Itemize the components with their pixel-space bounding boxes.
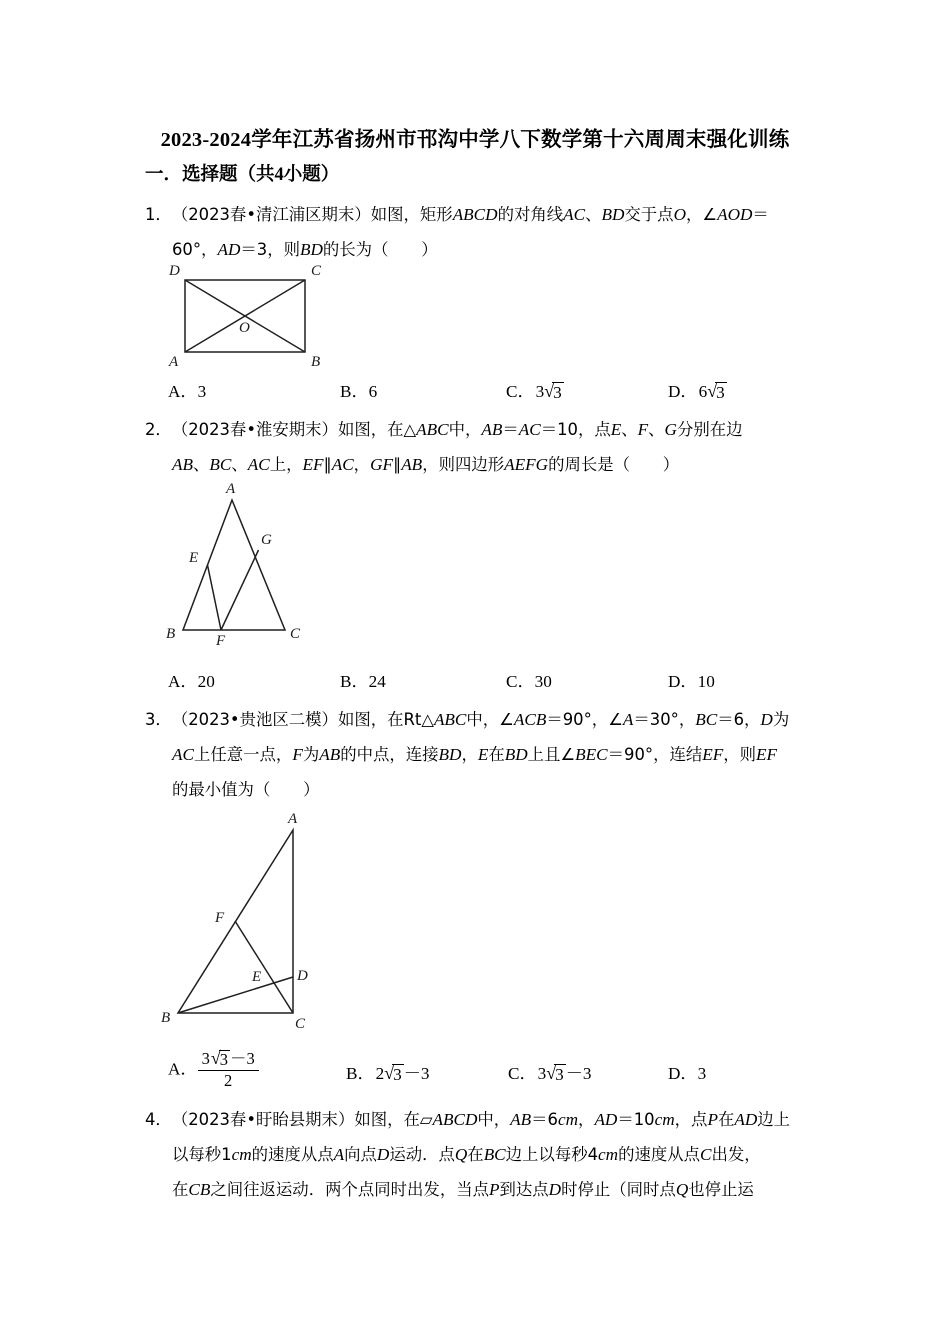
segment-gf bbox=[221, 550, 259, 630]
q2-option-a-value: 20 bbox=[197, 672, 215, 691]
q3-option-d-value: 3 bbox=[697, 1064, 707, 1083]
q3-var-e: E bbox=[477, 745, 489, 764]
q2-var-ac3: AC bbox=[331, 455, 354, 474]
question-2-number: 2． bbox=[145, 420, 172, 439]
question-4 bbox=[145, 1102, 835, 1207]
question-3-line-3 bbox=[145, 772, 835, 807]
q3-frac-tail: －3 bbox=[230, 1049, 255, 1068]
q1-option-b[interactable] bbox=[340, 377, 377, 402]
q2-text-a: （2023春•淮安期末）如图，在△ bbox=[171, 420, 417, 439]
q1-option-b-value: 6 bbox=[368, 382, 378, 401]
q4-text-m: 在 bbox=[467, 1145, 484, 1164]
q3-var-ef2: EF bbox=[756, 745, 778, 764]
q3-option-c[interactable] bbox=[508, 1059, 592, 1084]
q4-var-p2: P bbox=[489, 1180, 500, 1199]
q3-option-c-radical bbox=[537, 1063, 566, 1084]
q3-var-ac: AC bbox=[172, 745, 194, 764]
q2-var-ab3: AB bbox=[401, 455, 423, 474]
q2-text-h: 、 bbox=[193, 455, 210, 474]
q4-var-d: D bbox=[376, 1145, 390, 1164]
radical-sign-icon: √ bbox=[546, 1063, 557, 1083]
q2-option-d[interactable] bbox=[668, 667, 715, 692]
q3-var-bc: BC bbox=[695, 710, 718, 729]
radical-sign-icon: √ bbox=[384, 1063, 395, 1083]
q4-var-c: C bbox=[700, 1145, 712, 1164]
question-3-number: 3． bbox=[145, 710, 172, 729]
radical-sign-icon: √ bbox=[544, 381, 555, 401]
q4-var-ab: AB bbox=[510, 1110, 532, 1129]
q1-var-aod: AOD bbox=[717, 205, 753, 224]
figure-question-2 bbox=[160, 478, 340, 653]
question-2-line-1 bbox=[145, 412, 835, 447]
q2-option-b[interactable] bbox=[340, 667, 386, 692]
question-3-options bbox=[168, 1045, 848, 1093]
q1-option-d-radicand: 3 bbox=[716, 382, 725, 402]
q1-var-abcd: ABCD bbox=[452, 205, 498, 224]
q2-option-b-value: 24 bbox=[368, 672, 386, 691]
q1-option-c-label: C． bbox=[506, 382, 535, 401]
q4-text-a: （2023春•盱眙县期末）如图，在▱ bbox=[171, 1110, 433, 1129]
label-d: D bbox=[297, 968, 308, 984]
q4-text-r: 之间往返运动．两个点同时出发，当点 bbox=[210, 1180, 489, 1199]
figure-question-3 bbox=[160, 805, 360, 1042]
q4-var-abcd: ABCD bbox=[432, 1110, 478, 1129]
q2-text-f: 、 bbox=[648, 420, 665, 439]
q4-text-q: 在 bbox=[172, 1180, 189, 1199]
q4-text-d: ， bbox=[578, 1110, 595, 1129]
q2-var-ab: AB bbox=[481, 420, 503, 439]
q2-text-m: ∥ bbox=[392, 455, 402, 474]
question-2-line-2 bbox=[145, 447, 835, 482]
q2-text-i: 、 bbox=[231, 455, 248, 474]
q3-text-c: ＝90°，∠ bbox=[546, 710, 623, 729]
q2-option-d-value: 10 bbox=[697, 672, 715, 691]
q3-text-b: 中，∠ bbox=[466, 710, 514, 729]
q3-var-abc: ABC bbox=[433, 710, 467, 729]
question-4-line-2 bbox=[145, 1137, 835, 1172]
q2-text-b: 中， bbox=[448, 420, 482, 439]
triangle-abc-outline bbox=[183, 500, 285, 630]
q2-text-n: ，则四边形 bbox=[422, 455, 505, 474]
q3-var-ef: EF bbox=[702, 745, 724, 764]
segment-ef bbox=[208, 565, 222, 630]
label-b: B bbox=[311, 354, 321, 370]
q4-text-k: 向点 bbox=[344, 1145, 377, 1164]
q2-var-f: F bbox=[637, 420, 649, 439]
q2-option-c-label: C． bbox=[506, 672, 535, 691]
q3-option-d[interactable] bbox=[668, 1059, 706, 1084]
q3-frac-radicand: 3 bbox=[219, 1049, 228, 1069]
q1-text-g: 60°， bbox=[172, 240, 218, 259]
radical-sign-icon: √ bbox=[210, 1048, 221, 1068]
q3-var-ab: AB bbox=[319, 745, 341, 764]
q2-text-c: ＝ bbox=[502, 420, 519, 439]
label-c: C bbox=[311, 263, 322, 279]
q3-var-bd2: BD bbox=[504, 745, 528, 764]
q2-text-d: ＝10，点 bbox=[540, 420, 611, 439]
segment-fc bbox=[235, 921, 293, 1013]
q1-var-o: O bbox=[673, 205, 686, 224]
q3-option-b-coef: 2 bbox=[375, 1064, 385, 1083]
question-4-line-3 bbox=[145, 1172, 835, 1207]
q4-text-o: 的速度从点 bbox=[618, 1145, 701, 1164]
q4-text-g: 在 bbox=[717, 1110, 735, 1129]
q2-var-e: E bbox=[610, 420, 622, 439]
q4-text-h: 边上 bbox=[757, 1110, 791, 1129]
q4-text-i: 以每秒1 bbox=[172, 1145, 232, 1164]
q1-text-f: ＝ bbox=[752, 205, 769, 224]
q2-var-ac: AC bbox=[518, 420, 541, 439]
q1-option-d-label: D． bbox=[668, 382, 698, 401]
q3-text-j: ， bbox=[461, 745, 478, 764]
q2-option-a[interactable] bbox=[168, 667, 215, 692]
q4-text-f: ，点 bbox=[674, 1110, 708, 1129]
question-1-number: 1． bbox=[145, 205, 172, 224]
q3-text-i: 的中点，连接 bbox=[340, 745, 439, 764]
q1-option-c-coef: 3 bbox=[535, 382, 545, 401]
q2-var-aefg: AEFG bbox=[504, 455, 549, 474]
q3-text-e: ＝6， bbox=[717, 710, 761, 729]
q1-option-a-value: 3 bbox=[197, 382, 207, 401]
q2-var-abc: ABC bbox=[416, 420, 449, 439]
q2-var-ab2: AB bbox=[172, 455, 193, 474]
q3-frac-radical bbox=[210, 1048, 230, 1069]
question-1-options bbox=[168, 377, 848, 407]
q3-option-b-label: B． bbox=[346, 1064, 375, 1083]
q3-var-bec: BEC bbox=[575, 745, 608, 764]
label-e: E bbox=[252, 969, 262, 985]
segment-bd bbox=[178, 977, 293, 1013]
label-f: F bbox=[215, 910, 225, 926]
q3-var-d: D bbox=[760, 710, 773, 729]
q1-var-bd2: BD bbox=[299, 240, 323, 259]
q1-option-d-coef: 6 bbox=[698, 382, 708, 401]
question-4-number: 4． bbox=[145, 1110, 172, 1129]
q3-option-d-label: D． bbox=[668, 1064, 698, 1083]
q4-var-q: Q bbox=[454, 1145, 468, 1164]
q1-var-ac: AC bbox=[563, 205, 586, 224]
q2-option-a-label: A． bbox=[168, 672, 198, 691]
q4-text-e: ＝10 bbox=[617, 1110, 655, 1129]
q2-text-j: 上， bbox=[269, 455, 303, 474]
q1-option-a[interactable] bbox=[168, 377, 206, 402]
question-4-line-1 bbox=[145, 1102, 835, 1137]
q2-option-c-value: 30 bbox=[534, 672, 552, 691]
q4-unit-cm-4: cm bbox=[598, 1145, 619, 1164]
radical-sign-icon: √ bbox=[707, 381, 718, 401]
label-d: D bbox=[169, 263, 180, 279]
q2-option-c[interactable] bbox=[506, 667, 552, 692]
q4-var-ad2: AD bbox=[734, 1110, 758, 1129]
label-g: G bbox=[261, 532, 272, 548]
q3-text-l: 上且∠ bbox=[527, 745, 576, 764]
q1-option-c-radicand: 3 bbox=[553, 382, 562, 402]
q3-text-d: ＝30°， bbox=[633, 710, 696, 729]
q3-text-k: 在 bbox=[488, 745, 505, 764]
q3-text-o: 的最小值为（ ） bbox=[172, 780, 320, 799]
q4-text-s: 到达点 bbox=[499, 1180, 549, 1199]
q4-var-q2: Q bbox=[675, 1180, 689, 1199]
q3-option-c-coef: 3 bbox=[537, 1064, 547, 1083]
q3-option-c-label: C． bbox=[508, 1064, 537, 1083]
q1-text-e: ，∠ bbox=[686, 205, 718, 224]
q2-var-ef: EF bbox=[302, 455, 324, 474]
q2-text-o: 的周长是（ ） bbox=[548, 455, 680, 474]
q4-var-d2: D bbox=[548, 1180, 562, 1199]
q3-frac-coef: 3 bbox=[201, 1049, 210, 1068]
question-2-options bbox=[168, 667, 848, 695]
q1-option-c[interactable] bbox=[506, 377, 564, 402]
q3-option-c-tail: －3 bbox=[565, 1064, 592, 1083]
q1-text-h: ＝3，则 bbox=[240, 240, 300, 259]
q3-option-b-radicand: 3 bbox=[393, 1064, 402, 1084]
q4-text-c: ＝6 bbox=[531, 1110, 558, 1129]
label-e: E bbox=[189, 550, 199, 566]
label-a: A bbox=[169, 354, 179, 370]
q4-text-n: 边上以每秒4 bbox=[505, 1145, 599, 1164]
q2-text-l: ， bbox=[353, 455, 371, 474]
q2-var-ac2: AC bbox=[247, 455, 270, 474]
figure-question-1 bbox=[155, 258, 345, 375]
label-o: O bbox=[239, 320, 250, 336]
question-1 bbox=[145, 197, 835, 267]
label-c: C bbox=[295, 1016, 306, 1032]
q2-option-b-label: B． bbox=[340, 672, 369, 691]
q4-unit-cm-2: cm bbox=[654, 1110, 675, 1129]
question-2 bbox=[145, 412, 835, 482]
q1-text-d: 交于点 bbox=[624, 205, 674, 224]
page-title: 2023-2024学年江苏省扬州市邗沟中学八下数学第十六周周末强化训练 bbox=[160, 129, 790, 151]
q2-text-e: 、 bbox=[621, 420, 638, 439]
q1-option-a-label: A． bbox=[168, 382, 198, 401]
q2-var-gf: GF bbox=[370, 455, 393, 474]
question-1-line-1 bbox=[145, 197, 835, 232]
q1-var-ad: AD bbox=[217, 240, 241, 259]
label-b: B bbox=[161, 1010, 171, 1026]
q3-option-b[interactable] bbox=[346, 1059, 430, 1084]
q3-option-a-denominator: 2 bbox=[224, 1070, 233, 1090]
q1-option-d[interactable] bbox=[668, 377, 727, 402]
q3-text-n: ，则 bbox=[723, 745, 757, 764]
q4-text-j: 的速度从点 bbox=[251, 1145, 334, 1164]
label-c: C bbox=[290, 626, 301, 642]
label-b: B bbox=[166, 626, 176, 642]
q3-var-f: F bbox=[292, 745, 303, 764]
q4-var-bc: BC bbox=[483, 1145, 506, 1164]
q2-var-g: G bbox=[664, 420, 677, 439]
q3-text-h: 为 bbox=[302, 745, 320, 764]
q1-option-d-radical bbox=[698, 381, 727, 402]
q1-text-i: 的长为（ ） bbox=[322, 240, 438, 259]
q3-var-bd: BD bbox=[438, 745, 462, 764]
label-a: A bbox=[288, 811, 298, 827]
section-heading: 一．选择题（共4小题） bbox=[145, 165, 340, 185]
right-triangle-abc-svg bbox=[160, 805, 360, 1037]
question-3 bbox=[145, 702, 835, 807]
q3-var-a: A bbox=[622, 710, 634, 729]
question-3-line-1 bbox=[145, 702, 835, 737]
q3-text-m: ＝90°，连结 bbox=[607, 745, 703, 764]
q1-option-b-label: B． bbox=[340, 382, 369, 401]
question-3-line-2 bbox=[145, 737, 835, 772]
q3-option-b-radical bbox=[375, 1063, 404, 1084]
q1-text-a: （2023春•清江浦区期末）如图，矩形 bbox=[171, 205, 453, 224]
q2-option-d-label: D． bbox=[668, 672, 698, 691]
q2-text-k: ∥ bbox=[323, 455, 332, 474]
q4-var-ad: AD bbox=[594, 1110, 618, 1129]
q4-text-l: 运动．点 bbox=[389, 1145, 455, 1164]
q4-var-cb: CB bbox=[188, 1180, 211, 1199]
q3-text-g: 上任意一点， bbox=[193, 745, 293, 764]
q2-var-bc: BC bbox=[209, 455, 232, 474]
q3-var-acb: ACB bbox=[513, 710, 547, 729]
q4-unit-cm-3: cm bbox=[231, 1145, 252, 1164]
q3-option-a-fraction bbox=[198, 1048, 259, 1091]
q4-text-p: 出发， bbox=[711, 1145, 761, 1164]
q1-text-c: 、 bbox=[585, 205, 602, 224]
q3-option-a[interactable] bbox=[168, 1049, 259, 1092]
label-f: F bbox=[216, 633, 226, 648]
q1-text-b: 的对角线 bbox=[497, 205, 564, 224]
q4-var-p: P bbox=[707, 1110, 718, 1129]
q4-text-t: 时停止（同时点 bbox=[561, 1180, 676, 1199]
q3-option-a-label: A． bbox=[168, 1059, 198, 1079]
label-a: A bbox=[226, 481, 236, 497]
q4-var-a: A bbox=[333, 1145, 345, 1164]
rectangle-abcd-diagonals-svg bbox=[155, 258, 345, 370]
q4-text-b: 中， bbox=[477, 1110, 511, 1129]
q2-text-g: 分别在边 bbox=[676, 420, 743, 439]
q1-var-bd: BD bbox=[601, 205, 625, 224]
q4-text-u: 也停止运 bbox=[688, 1180, 754, 1199]
q3-option-b-tail: －3 bbox=[403, 1064, 430, 1083]
q1-option-c-radical bbox=[535, 381, 564, 402]
q3-text-f: 为 bbox=[772, 710, 790, 729]
q3-option-a-numerator bbox=[198, 1048, 259, 1069]
q3-option-c-radicand: 3 bbox=[555, 1064, 564, 1084]
q3-text-a: （2023•贵池区二模）如图，在Rt△ bbox=[171, 710, 434, 729]
q4-unit-cm-1: cm bbox=[558, 1110, 579, 1129]
triangle-abc-aefg-svg bbox=[160, 478, 340, 648]
